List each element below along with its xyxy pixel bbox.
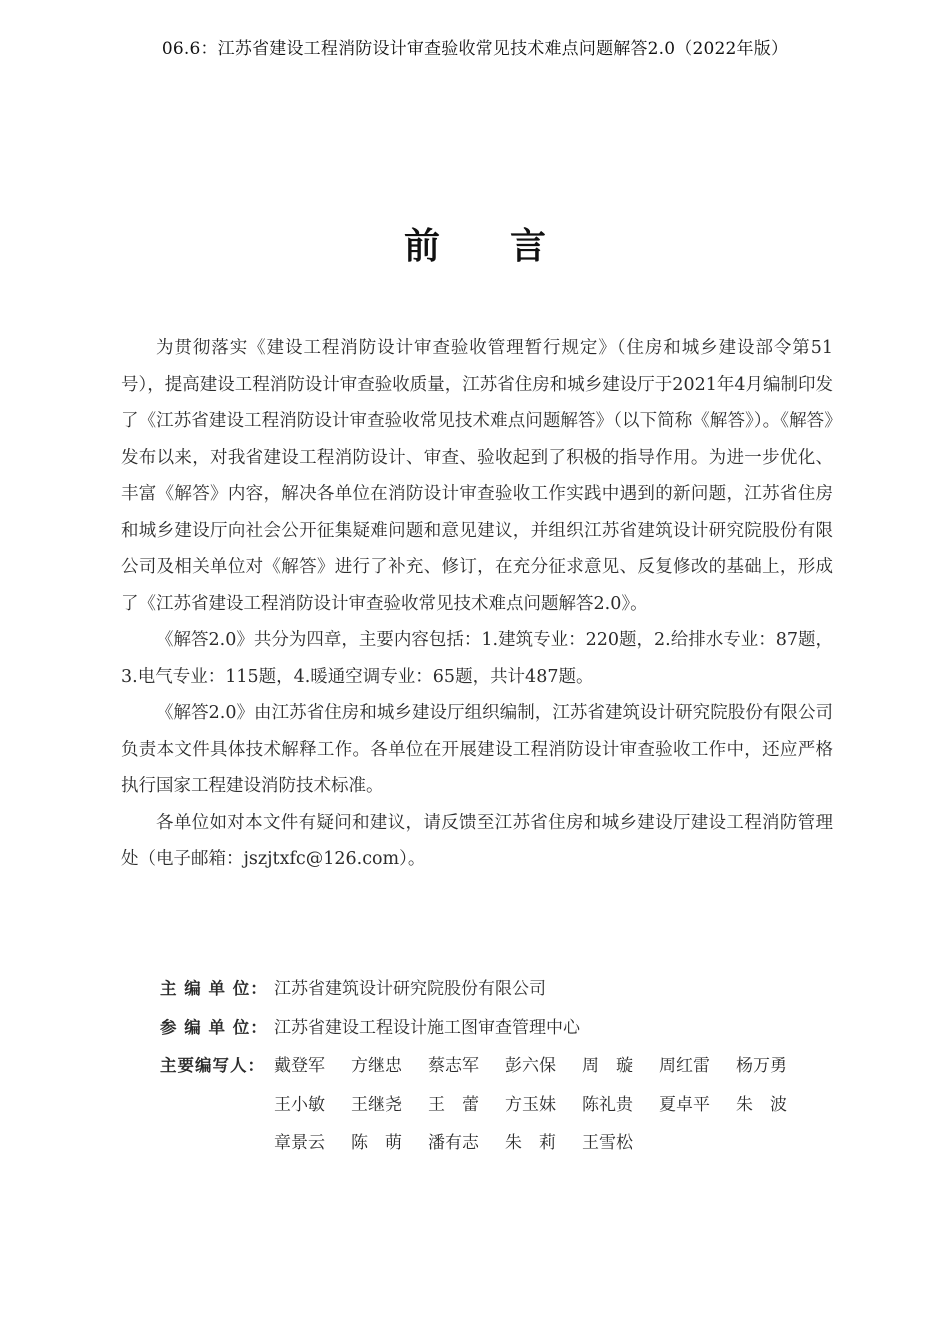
author-name: 方继忠 — [351, 1056, 402, 1076]
paragraph-1: 为贯彻落实《建设工程消防设计审查验收管理暂行规定》（住房和城乡建设部令第51号），提高建设工程消防设计审查验收质量，江苏省住房和城乡建设厅于2021年4月编制印发了《江苏省建设工程消防设计审查验收常见技术难点问题解答》（以下简称《解答》）。《解答》发布以来，对我省建设工程消防设计、审查、验收起到了积极的指导作用。为进一步优化、丰富《解答》内容，解决各单位在消防设计审查验收工作实践中遇到的新问题，江苏省住房和城乡建设厅向社会公开征集疑难问题和意见建议，并组织江苏省建筑设计研究院股份有限公司及相关单位对《解答》进行了补充、修订，在充分征求意见、反复修改的基础上，形成了《江苏省建设工程消防设计审查验收常见技术难点问题解答2.0》。 — [121, 338, 833, 614]
author-name: 方玉妹 — [505, 1094, 556, 1115]
authors-row — [160, 1047, 840, 1163]
author-name: 朱 莉 — [505, 1133, 556, 1153]
author-name: 潘有志 — [428, 1133, 479, 1153]
chief-editor-value: 江苏省建筑设计研究院股份有限公司 — [274, 979, 546, 999]
participant-value: 江苏省建设工程设计施工图审查管理中心 — [274, 1017, 580, 1038]
author-name: 王 蕾 — [428, 1094, 479, 1115]
preface-body — [121, 330, 833, 878]
paragraph-3: 《解答2.0》由江苏省住房和城乡建设厅组织编制，江苏省建筑设计研究院股份有限公司负责本文件具体技术解释工作。各单位在开展建设工程消防设计审查验收工作中，还应严格执行国家工程建设消防技术标准。 — [121, 703, 833, 796]
author-name: 王小敏 — [274, 1094, 325, 1115]
paragraph-2: 《解答2.0》共分为四章，主要内容包括：1.建筑专业：220题，2.给排水专业：87题，3.电气专业：115题，4.暖通空调专业：65题，共计487题。 — [121, 630, 833, 687]
author-name: 周 璇 — [582, 1056, 633, 1076]
participant-row — [160, 1009, 840, 1048]
author-name: 朱 波 — [736, 1094, 787, 1115]
author-name: 杨万勇 — [736, 1056, 787, 1076]
participant-label: 参 编 单 位： — [160, 1017, 268, 1037]
author-name: 周红雷 — [659, 1056, 710, 1076]
paragraph-4: 各单位如对本文件有疑问和建议，请反馈至江苏省住房和城乡建设厅建设工程消防管理处（电子邮箱：jszjtxfc@126.com）。 — [121, 812, 833, 869]
author-name: 戴登军 — [274, 1056, 325, 1076]
chief-editor-label: 主 编 单 位： — [160, 979, 268, 998]
section-title — [0, 218, 950, 269]
author-name: 陈礼贵 — [582, 1094, 633, 1115]
credits-block — [160, 970, 840, 1163]
section-title-char-1: 前 — [403, 226, 440, 267]
author-name: 王雪松 — [582, 1133, 633, 1153]
author-name: 蔡志军 — [428, 1056, 479, 1076]
authors-label: 主要编写人： — [160, 1056, 265, 1075]
section-title-char-2: 言 — [510, 226, 547, 267]
author-name: 彭六保 — [505, 1056, 556, 1076]
document-header: 06.6：江苏省建设工程消防设计审查验收常见技术难点问题解答2.0（2022年版） — [161, 39, 789, 59]
author-name: 陈 萌 — [351, 1133, 402, 1153]
author-name: 夏卓平 — [659, 1094, 710, 1115]
author-name: 王继尧 — [351, 1094, 402, 1115]
chief-editor-row — [160, 970, 840, 1009]
authors-list — [274, 1047, 814, 1163]
author-name: 章景云 — [274, 1133, 325, 1153]
